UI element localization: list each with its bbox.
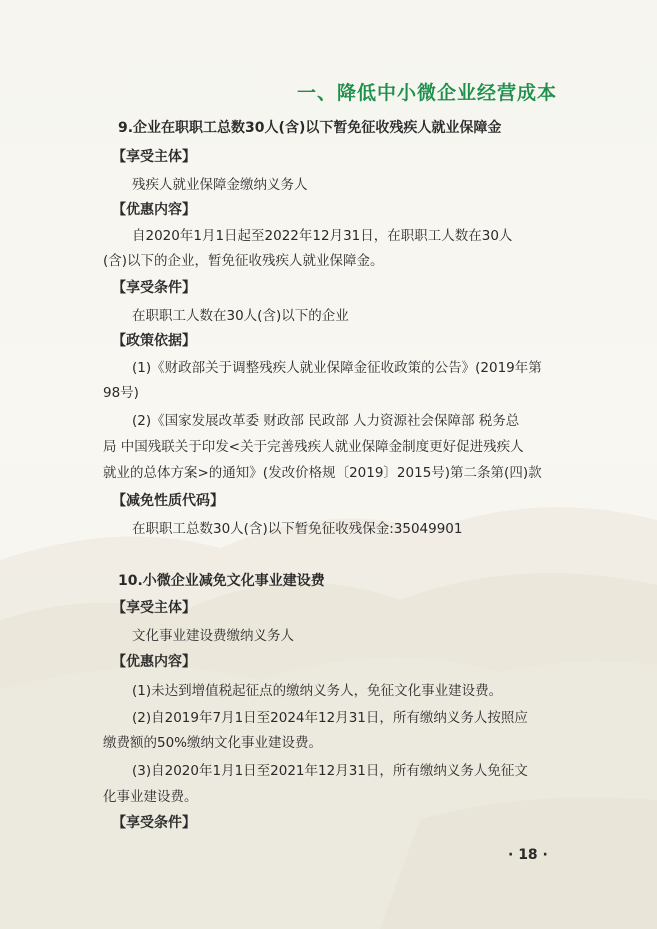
item9-subject: 残疾人就业保障金缴纳义务人	[132, 177, 308, 193]
item10-subject-tag: 【享受主体】	[112, 600, 196, 616]
item9-basis1-line2: 98号)	[103, 385, 139, 401]
item10-content-1: (1)未达到增值税起征点的缴纳义务人，免征文化事业建设费。	[132, 683, 503, 699]
item9-title: 9.企业在职职工总数30人(含)以下暂免征收残疾人就业保障金	[118, 120, 502, 136]
item9-code: 在职职工总数30人(含)以下暂免征收残保金:35049901	[132, 521, 463, 537]
item10-content-2-line2: 缴费额的50%缴纳文化事业建设费。	[103, 735, 323, 751]
item10-content-2-line1: (2)自2019年7月1日至2024年12月31日，所有缴纳义务人按照应	[132, 710, 528, 726]
item10-content-tag: 【优惠内容】	[112, 654, 196, 670]
item9-basis-tag: 【政策依据】	[112, 333, 196, 349]
item10-content-3-line1: (3)自2020年1月1日至2021年12月31日，所有缴纳义务人免征文	[132, 763, 528, 779]
section-title: 一、降低中小微企业经营成本	[296, 82, 557, 104]
item10-title: 10.小微企业减免文化事业建设费	[118, 573, 325, 589]
item10-subject: 文化事业建设费缴纳义务人	[132, 628, 294, 644]
item9-condition-tag: 【享受条件】	[112, 280, 196, 296]
page-number: · 18 ·	[508, 847, 548, 863]
item9-basis1-line1: (1)《财政部关于调整残疾人就业保障金征收政策的公告》(2019年第	[132, 360, 542, 376]
item9-code-tag: 【减免性质代码】	[112, 493, 224, 509]
item9-basis2-line3: 就业的总体方案>的通知》(发改价格规〔2019〕2015号)第二条第(四)款	[103, 465, 542, 481]
item10-content-3-line2: 化事业建设费。	[103, 789, 198, 805]
item9-condition: 在职职工人数在30人(含)以下的企业	[132, 308, 349, 324]
item10-condition-tag: 【享受条件】	[112, 815, 196, 831]
item9-content-tag: 【优惠内容】	[112, 202, 196, 218]
item9-content-line2: (含)以下的企业，暂免征收残疾人就业保障金。	[103, 253, 384, 269]
item9-subject-tag: 【享受主体】	[112, 149, 196, 165]
item9-basis2-line1: (2)《国家发展改革委 财政部 民政部 人力资源社会保障部 税务总	[132, 413, 520, 429]
item9-basis2-line2: 局 中国残联关于印发<关于完善残疾人就业保障金制度更好促进残疾人	[103, 439, 524, 455]
item9-content-line1: 自2020年1月1日起至2022年12月31日，在职职工人数在30人	[132, 228, 513, 244]
